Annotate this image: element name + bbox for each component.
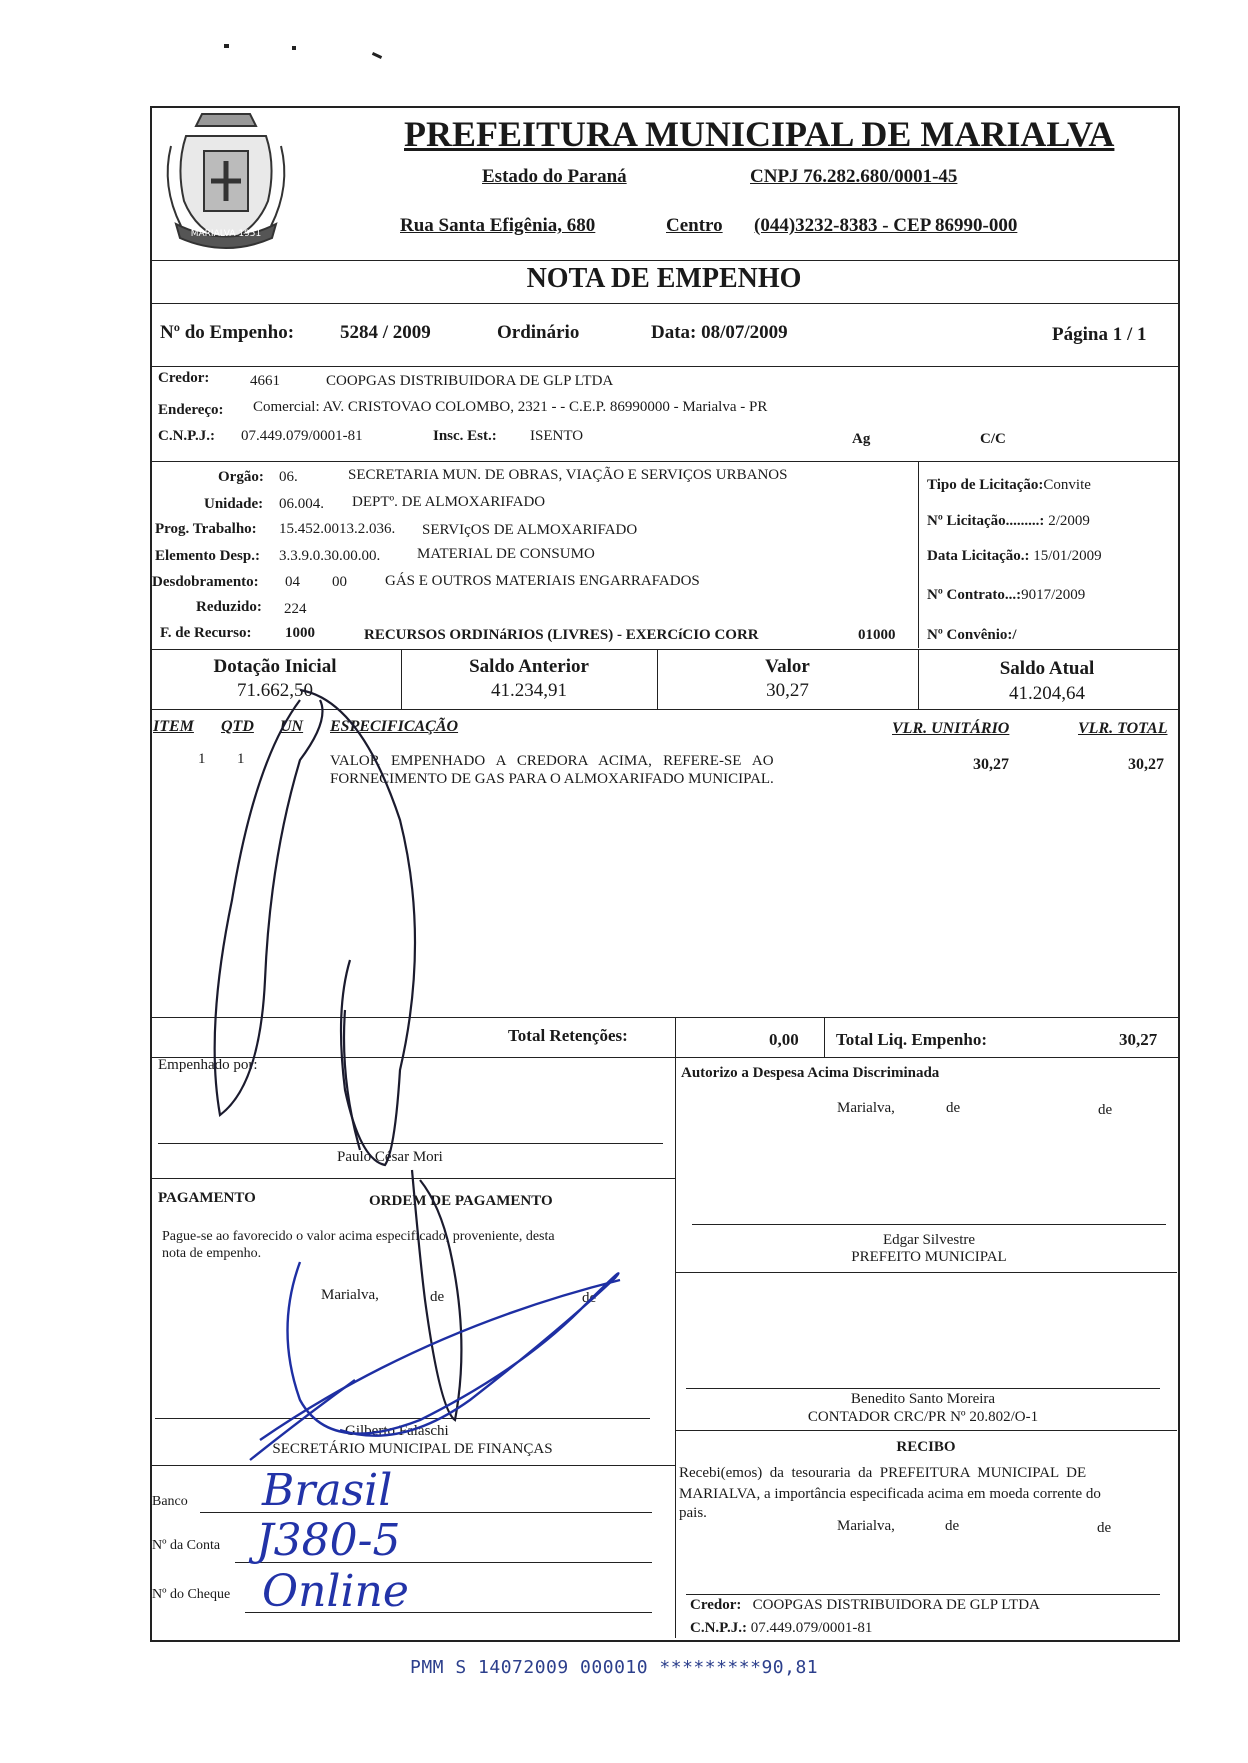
ag-label: Ag bbox=[852, 431, 871, 447]
empenhado-label: Empenhado por: bbox=[158, 1057, 258, 1073]
conta-label: Nº da Conta bbox=[152, 1538, 221, 1553]
valor-label: Valor bbox=[765, 656, 810, 677]
col-item: ITEM bbox=[153, 718, 194, 735]
liq-label: Total Liq. Empenho: bbox=[836, 1030, 987, 1049]
credor-label: Credor: bbox=[158, 370, 210, 386]
recibo-de1: de bbox=[945, 1518, 960, 1534]
credor-cnpj: 07.449.079/0001-81 bbox=[241, 428, 363, 444]
unidade-code: 06.004. bbox=[279, 496, 324, 512]
elemento-label: Elemento Desp.: bbox=[155, 548, 260, 564]
credor-name: COOPGAS DISTRIBUIDORA DE GLP LTDA bbox=[326, 373, 614, 389]
elemento-code: 3.3.9.0.30.00.00. bbox=[279, 548, 381, 564]
credor-code: 4661 bbox=[250, 373, 280, 389]
licitacao-contrato-value: 9017/2009 bbox=[1021, 587, 1086, 603]
autorizo-place: Marialva, bbox=[837, 1100, 895, 1116]
empenho-date: Data: 08/07/2009 bbox=[651, 322, 788, 343]
col-qtd: QTD bbox=[221, 718, 254, 735]
licitacao-data-label: Data Licitação.: bbox=[927, 548, 1030, 564]
valor-value: 30,27 bbox=[766, 680, 809, 701]
row-spec-line2: FORNECIMENTO DE GAS PARA O ALMOXARIFADO MUNICIPAL. bbox=[330, 771, 774, 787]
anterior-value: 41.234,91 bbox=[491, 680, 567, 701]
orgao-name: SECRETARIA MUN. DE OBRAS, VIAÇÃO E SERVIÇOS URBANOS bbox=[348, 467, 788, 483]
recibo-text3: pais. bbox=[679, 1505, 707, 1521]
row-vunit: 30,27 bbox=[973, 756, 1009, 773]
recibo-credor-label: Credor: bbox=[690, 1597, 742, 1613]
licitacao-contrato-label: Nº Contrato...: bbox=[927, 587, 1022, 603]
pagamento-text2: nota de empenho. bbox=[162, 1246, 262, 1261]
row-spec-line1: VALOR EMPENHADO A CREDORA ACIMA, REFERE-SE AO bbox=[330, 753, 774, 769]
dotacao-label: Dotação Inicial bbox=[213, 656, 337, 677]
reduzido-value: 224 bbox=[284, 601, 307, 617]
header-cnpj: CNPJ 76.282.680/0001-45 bbox=[750, 166, 958, 187]
header-state: Estado do Paraná bbox=[482, 166, 627, 187]
recibo-title: RECIBO bbox=[896, 1439, 956, 1455]
banco-label: Banco bbox=[152, 1494, 188, 1509]
scan-mark bbox=[224, 44, 229, 48]
ordem-label: ORDEM DE PAGAMENTO bbox=[369, 1193, 553, 1209]
header-district: Centro bbox=[666, 215, 723, 236]
retencoes-value: 0,00 bbox=[769, 1030, 799, 1049]
insc-label: Insc. Est.: bbox=[433, 428, 497, 444]
row-vtotal: 30,27 bbox=[1128, 756, 1164, 773]
header-street: Rua Santa Efigênia, 680 bbox=[400, 215, 596, 236]
recurso-name: RECURSOS ORDINáRIOS (LIVRES) - EXERCíCIO CORR bbox=[364, 627, 759, 643]
recurso-code: 1000 bbox=[285, 625, 315, 641]
recibo-text2: MARIALVA, a importância especificada acima em moeda corrente do bbox=[679, 1486, 1101, 1502]
unidade-name: DEPTº. DE ALMOXARIFADO bbox=[352, 494, 546, 510]
recibo-place: Marialva, bbox=[837, 1518, 895, 1534]
retencoes-label: Total Retenções: bbox=[508, 1026, 628, 1045]
bottom-stamp: PMM S 14072009 000010 *********90,81 bbox=[410, 1657, 819, 1678]
prog-name: SERVIçOS DE ALMOXARIFADO bbox=[422, 522, 638, 538]
licitacao-data-value: 15/01/2009 bbox=[1033, 548, 1102, 564]
licitacao-convenio: Nº Convênio:/ bbox=[927, 627, 1017, 643]
recibo-credor-name: COOPGAS DISTRIBUIDORA DE GLP LTDA bbox=[752, 1597, 1040, 1613]
cheque-label: Nº do Cheque bbox=[152, 1587, 231, 1602]
secretario-title: SECRETÁRIO MUNICIPAL DE FINANÇAS bbox=[272, 1441, 553, 1457]
recibo-cnpj-value: 07.449.079/0001-81 bbox=[750, 1620, 873, 1636]
recibo-de2: de bbox=[1097, 1520, 1112, 1536]
empenho-number: 5284 / 2009 bbox=[340, 322, 431, 343]
header-phone-cep: (044)3232-8383 - CEP 86990-000 bbox=[754, 215, 1018, 236]
licitacao-num-value: 2/2009 bbox=[1048, 513, 1090, 529]
atual-value: 41.204,64 bbox=[1009, 683, 1085, 704]
col-un: UN bbox=[280, 718, 304, 735]
licitacao-num-label: Nº Licitação.........: bbox=[927, 513, 1045, 529]
empenhado-signer: Paulo César Mori bbox=[337, 1149, 443, 1165]
col-spec: ESPECIFICAÇÃO bbox=[330, 718, 459, 735]
recibo-text1: Recebi(emos) da tesouraria da PREFEITURA MUNICIPAL DE bbox=[679, 1465, 1087, 1481]
desdobramento-name: GÁS E OUTROS MATERIAIS ENGARRAFADOS bbox=[385, 573, 700, 589]
credor-address: Comercial: AV. CRISTOVAO COLOMBO, 2321 - - C.E.P. 86990000 - Marialva - PR bbox=[253, 399, 768, 415]
col-vtotal: VLR. TOTAL bbox=[1078, 720, 1168, 737]
scan-mark bbox=[292, 46, 296, 50]
desdobramento-code-b: 00 bbox=[332, 574, 347, 590]
elemento-name: MATERIAL DE CONSUMO bbox=[417, 546, 595, 562]
pagamento-text1: Pague-se ao favorecido o valor acima especificado, proveniente, desta bbox=[162, 1229, 555, 1244]
banco-handwritten: Brasil bbox=[262, 1465, 393, 1516]
pagamento-label: PAGAMENTO bbox=[158, 1190, 256, 1206]
row-qtd: 1 bbox=[237, 751, 245, 767]
autorizo-de1: de bbox=[946, 1100, 961, 1116]
contador-title: CONTADOR CRC/PR Nº 20.802/O-1 bbox=[807, 1409, 1039, 1425]
cc-label: C/C bbox=[980, 431, 1006, 447]
dotacao-value: 71.662,50 bbox=[237, 680, 313, 701]
recurso-code2: 01000 bbox=[858, 627, 896, 643]
row-item: 1 bbox=[198, 751, 206, 767]
empenho-type: Ordinário bbox=[497, 322, 580, 343]
col-vunit: VLR. UNITÁRIO bbox=[892, 720, 1010, 737]
liq-value: 30,27 bbox=[1119, 1030, 1158, 1049]
licitacao-tipo-value: Convite bbox=[1043, 477, 1091, 493]
anterior-label: Saldo Anterior bbox=[469, 656, 589, 677]
licitacao-tipo-label: Tipo de Licitação: bbox=[927, 477, 1044, 493]
pagamento-de1: de bbox=[430, 1289, 445, 1305]
contador-name: Benedito Santo Moreira bbox=[850, 1391, 996, 1407]
crest-label: MARIALVA 1951 bbox=[190, 229, 262, 239]
autorizo-label: Autorizo a Despesa Acima Discriminada bbox=[681, 1065, 940, 1081]
address-label: Endereço: bbox=[158, 402, 224, 418]
orgao-code: 06. bbox=[279, 469, 298, 485]
empenho-page: Página 1 / 1 bbox=[1052, 324, 1147, 345]
atual-label: Saldo Atual bbox=[999, 658, 1095, 679]
recurso-label: F. de Recurso: bbox=[160, 625, 252, 641]
document-title: NOTA DE EMPENHO bbox=[526, 263, 802, 294]
autorizo-de2: de bbox=[1098, 1102, 1113, 1118]
secretario-name: Gilberto Falaschi bbox=[345, 1423, 449, 1439]
prog-label: Prog. Trabalho: bbox=[155, 521, 257, 537]
prog-code: 15.452.0013.2.036. bbox=[279, 521, 396, 537]
orgao-label: Orgão: bbox=[218, 469, 264, 485]
desdobramento-label: Desdobramento: bbox=[152, 574, 259, 590]
header-title: PREFEITURA MUNICIPAL DE MARIALVA bbox=[404, 114, 1115, 154]
unidade-label: Unidade: bbox=[204, 496, 264, 512]
reduzido-label: Reduzido: bbox=[196, 599, 262, 615]
pagamento-place: Marialva, bbox=[321, 1287, 379, 1303]
empenho-number-label: Nº do Empenho: bbox=[160, 322, 295, 343]
desdobramento-code-a: 04 bbox=[285, 574, 300, 590]
pagamento-de2: de bbox=[582, 1290, 597, 1306]
insc-value: ISENTO bbox=[530, 428, 584, 444]
prefeito-title: PREFEITO MUNICIPAL bbox=[851, 1249, 1007, 1265]
credor-cnpj-label: C.N.P.J.: bbox=[158, 428, 215, 444]
recibo-cnpj-label: C.N.P.J.: bbox=[690, 1620, 747, 1636]
conta-handwritten: J380-5 bbox=[256, 1515, 401, 1566]
prefeito-name: Edgar Silvestre bbox=[882, 1232, 976, 1248]
cheque-handwritten: Online bbox=[262, 1566, 409, 1617]
